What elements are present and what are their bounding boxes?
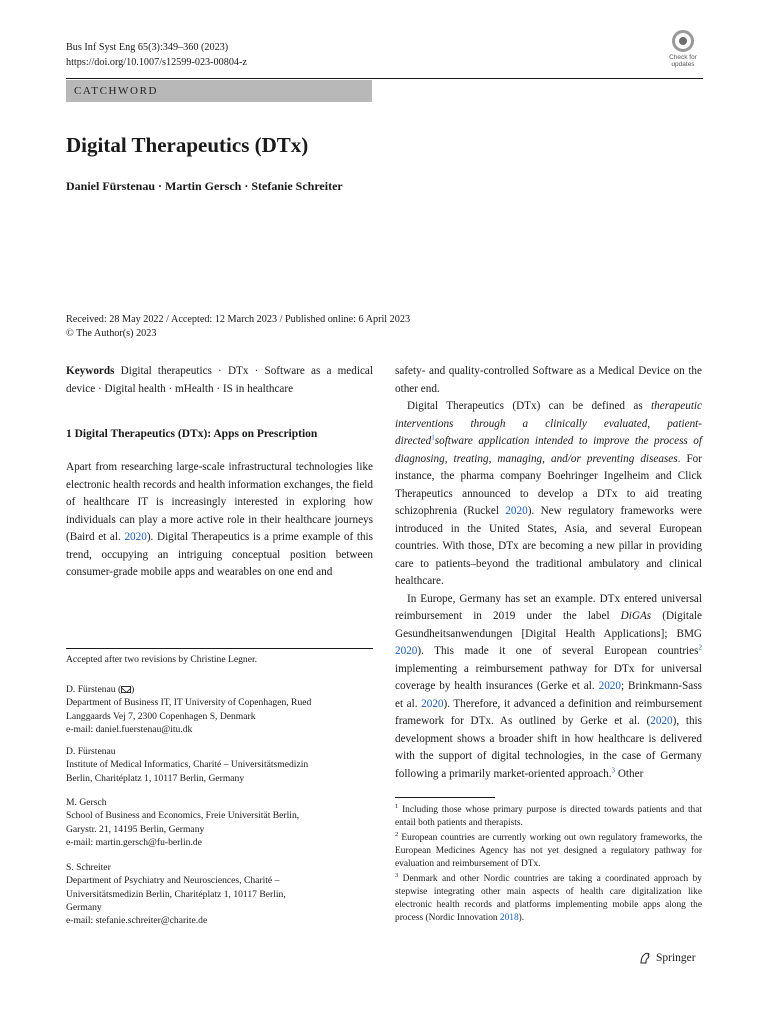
check-for-updates-icon xyxy=(672,30,694,52)
text-run: ). New regulatory frameworks were introduced in the United States, Asia, and several European countries. With those, DTx are becoming a new pillar in providing care to patients–beyond the traditional ambulatory and clinical healthcare. xyxy=(395,505,702,587)
affiliation-line: Universitätsmedizin Berlin, Charitéplatz 1, 10117 Berlin, xyxy=(66,888,286,900)
footnote-text: Denmark and other Nordic countries are taking a coordinated approach by stepwise integrating other main aspects of health care digitalization like electronic health records and platforms implementing mobile apps along the process (Nordic Innovation xyxy=(395,874,702,923)
text-run: ; Brinkmann-Sass et al. xyxy=(395,680,702,710)
affiliation-2 xyxy=(66,745,373,785)
footnote-text: ). xyxy=(518,913,525,923)
badge-line-2: updates xyxy=(671,61,695,68)
affiliation-3 xyxy=(66,796,373,849)
italic-run: DiGAs xyxy=(620,610,652,622)
affiliation-name: D. Fürstenau xyxy=(66,746,116,757)
footnote-ref-3[interactable]: 3 xyxy=(611,765,616,774)
text-run: ). Therefore, it advanced a definition and reimbursement framework for DTx. As outlined by Gerke et al. ( xyxy=(395,697,702,727)
footnote-2 xyxy=(395,832,702,871)
text-run: (Digitale Gesundheitsanwendungen [Digital Health Applications]; BMG xyxy=(395,610,703,640)
text-run: implementing a reimbursement pathway for DTx for universal coverage by health insurances (Gerke et al. xyxy=(395,662,702,692)
publication-dates: Received: 28 May 2022 / Accepted: 12 March 2023 / Published online: 6 April 2023 xyxy=(66,314,411,325)
affiliation-4 xyxy=(66,861,373,927)
keywords-text: Digital therapeutics · DTx · Software as a medical device · Digital health · mHealth · IS in healthcare xyxy=(66,365,374,395)
text-run: . For instance, the pharma company Boehringer Ingelheim and Click Therapeutics announced to develop a DTx to aid treating schizophrenia (Ruckel xyxy=(395,452,702,517)
journal-citation: Bus Inf Syst Eng 65(3):349–360 (2023) xyxy=(66,42,229,53)
article-title: Digital Therapeutics (DTx) xyxy=(66,133,309,157)
affiliation-line: Germany xyxy=(66,901,102,913)
text-run: In Europe, Germany has set an example. DTx entered universal reimbursement in 2019 under the label xyxy=(395,592,702,622)
citation-link[interactable]: 2020 xyxy=(395,645,418,657)
citation-link[interactable]: 2018 xyxy=(499,913,519,923)
intro-paragraph xyxy=(66,459,373,582)
journal-header xyxy=(66,40,247,70)
footnote-ref-1[interactable]: 1 xyxy=(431,433,435,442)
affiliation-name: D. Fürstenau ( xyxy=(66,684,122,695)
header-rule xyxy=(66,78,703,79)
affiliation-line: Garystr. 21, 14195 Berlin, Germany xyxy=(66,823,205,835)
envelope-icon[interactable] xyxy=(121,686,131,693)
intro-text-2: ). Digital Therapeutics is a prime example of this trend, occupying an intriguing conceptual position between consumer-grade mobile apps and wearables on one end and xyxy=(66,531,373,578)
paragraph-continued: safety- and quality-controlled Software as a Medical Device on the other end. xyxy=(395,365,702,395)
intro-text-1: Apart from researching large-scale infrastructural technologies like electronic health records and health information exchanges, the field of healthcare IT is increasingly interested in exploring how individuals can play a more active role in their healthcare journeys (Baird et al. xyxy=(66,461,373,543)
affiliation-line: Institute of Medical Informatics, Charité – Universitätsmedizin xyxy=(66,759,309,771)
affiliation-name: M. Gersch xyxy=(66,797,107,808)
italic-run: software application intended to improve the process of diagnosing, treating, managing, and/or preventing diseases xyxy=(395,435,702,465)
article-authors: Daniel Fürstenau · Martin Gersch · Stefanie Schreiter xyxy=(66,179,343,193)
affiliation-1 xyxy=(66,683,373,736)
publisher-logo xyxy=(638,951,696,965)
affiliation-rule xyxy=(66,648,373,649)
badge-line-1: Check for xyxy=(669,54,697,61)
text-run: Digital Therapeutics (DTx) can be defined as xyxy=(407,400,652,412)
footnote-number: 3 xyxy=(395,871,399,879)
europe-paragraph xyxy=(395,591,702,784)
text-run: ). This made it one of several European countries xyxy=(417,645,699,657)
keywords-label: Keywords xyxy=(66,365,115,377)
affiliation-email[interactable]: e-mail: daniel.fuerstenau@itu.dk xyxy=(66,723,193,735)
italic-run: therapeutic interventions through a clinically evaluated, patient-directed xyxy=(395,400,702,447)
affiliation-line: Department of Psychiatry and Neurosciences, Charité – xyxy=(66,875,280,887)
copyright-line: © The Author(s) 2023 xyxy=(66,328,157,339)
footnote-rule xyxy=(395,797,495,798)
dtx-definition-paragraph xyxy=(395,398,702,591)
affiliation-name-suffix: ) xyxy=(131,684,135,695)
footnote-number: 1 xyxy=(395,802,399,810)
accepted-note: Accepted after two revisions by Christine Legner. xyxy=(66,654,258,665)
affiliation-line: School of Business and Economics, Freie Universität Berlin, xyxy=(66,810,300,822)
citation-link[interactable]: 2020 xyxy=(421,697,444,710)
doi-link[interactable]: https://doi.org/10.1007/s12599-023-00804-z xyxy=(66,57,247,68)
footnote-text: Including those whose primary purpose is directed towards patients and that entail both patients and therapists. xyxy=(395,805,702,828)
citation-link[interactable]: 2020 xyxy=(598,680,621,692)
right-column-text xyxy=(395,363,702,783)
affiliation-line: Department of Business IT, IT University of Copenhagen, Rued xyxy=(66,697,312,709)
article-dates xyxy=(66,313,410,341)
check-for-updates-badge[interactable] xyxy=(663,30,703,70)
affiliation-email[interactable]: e-mail: stefanie.schreiter@charite.de xyxy=(66,915,208,927)
section-heading: 1 Digital Therapeutics (DTx): Apps on Prescription xyxy=(66,428,318,440)
keywords xyxy=(66,363,373,398)
citation-link[interactable]: 2020 xyxy=(505,505,528,517)
footnote-1 xyxy=(395,804,702,830)
footnote-ref-2[interactable]: 2 xyxy=(698,643,702,652)
footnotes xyxy=(395,804,702,927)
publisher-name: Springer xyxy=(656,952,696,964)
footnote-3 xyxy=(395,873,702,925)
catchword-bar: CATCHWORD xyxy=(66,80,372,102)
text-run: Other xyxy=(615,767,644,780)
affiliation-email[interactable]: e-mail: martin.gersch@fu-berlin.de xyxy=(66,836,202,848)
affiliation-name: S. Schreiter xyxy=(66,862,111,873)
footnote-text: European countries are currently working out own regulatory frameworks, the European Medicines Agency has not yet designed a regulatory pathway for evaluation and reimbursement of DTx. xyxy=(395,833,702,869)
citation-link[interactable]: 2020 xyxy=(124,531,147,543)
affiliation-line: Berlin, Charitéplatz 1, 10117 Berlin, Germany xyxy=(66,772,245,784)
affiliation-line: Langgaards Vej 7, 2300 Copenhagen S, Denmark xyxy=(66,710,256,722)
footnote-number: 2 xyxy=(395,830,399,838)
springer-horse-icon xyxy=(638,951,652,965)
citation-link[interactable]: 2020 xyxy=(650,715,673,727)
text-run: ), this development shows a broader shift in how healthcare is delivered with the support of digital technologies, in the case of Germany following a primarily market-oriented approach. xyxy=(395,715,703,780)
